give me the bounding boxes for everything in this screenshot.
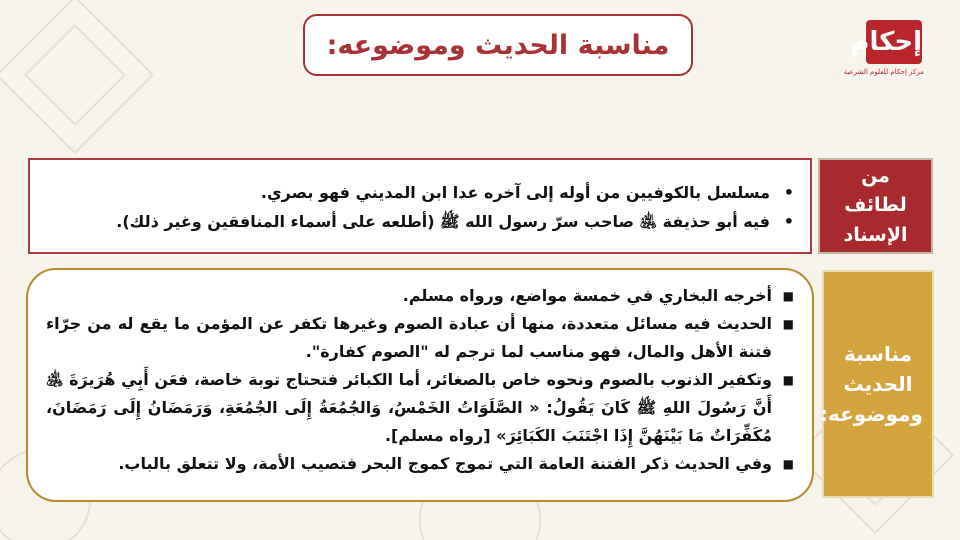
list-item-text: وتكفير الذنوب بالصوم ونحوه خاص بالصغائر، أما الكبائر فتحتاج توبة خاصة، فعَن أَبِي هُرَيرَةَ ﵁ أَنَّ رَسُولَ اللهِ ﷺ كَانَ يَقُولُ: « الصَّلَوَاتُ الخَمْسُ، وَالجُمُعَةُ إِلَى الجُمُعَةِ، وَرَمَضَانُ إِلَى رَمَضَانَ، مُكَفِّرَاتٌ مَا بَيْنَهُنَّ إِذَا اجْتَنَبَ الكَبَائِرَ» [رواه مسلم]. [46,370,772,445]
bullet-dot-icon: • [783,212,794,231]
list-item [46,366,798,450]
bullet-square-icon: ■ [782,289,794,303]
hadith-context-label [819,270,934,498]
hadith-context-list [46,282,798,478]
bullet-square-icon: ■ [782,457,794,471]
list-item-text: الحديث فيه مسائل متعددة، منها أن عبادة الصوم وغيرها تكفر عن المؤمن ما يقع له من جرّاء فتنة الأهل والمال، فهو مناسب لما ترجم له "الصوم كفارة". [46,314,772,361]
title-box [303,14,693,76]
list-item-text: فيه أبو حذيفة ﵁ صاحب سرّ رسول الله ﷺ (أطلعه على أسماء المنافقين وغير ذلك). [116,212,770,231]
hadith-context-panel [26,268,814,502]
bullet-dot-icon: • [783,183,794,202]
isnad-label [818,158,933,254]
isnad-list [44,178,796,236]
list-item [44,178,796,207]
list-item [46,282,798,310]
isnad-panel [28,158,812,254]
list-item-text: أخرجه البخاري في خمسة مواضع، ورواه مسلم. [402,286,772,305]
list-item-text: مسلسل بالكوفيين من أوله إلى آخره عدا ابن المديني فهو بصري. [260,183,770,202]
list-item-text: وفي الحديث ذكر الفتنة العامة التي تموج كموج البحر فتصيب الأمة، ولا تتعلق بالباب. [118,454,772,473]
isnad-label-text: من لطائف الإسناد [843,164,908,246]
logo-subtitle: مركز إحكام للعلوم الشرعية [843,68,924,76]
logo-mark: إحكام [866,20,922,64]
page-title: مناسبة الحديث وموضوعه: [326,29,670,61]
logo [843,20,924,98]
list-item [46,450,798,478]
list-item [44,207,796,236]
bullet-square-icon: ■ [782,317,794,331]
list-item [46,310,798,366]
hadith-context-label-text: مناسبة الحديث وموضوعه: [819,342,923,426]
bullet-square-icon: ■ [782,373,794,387]
